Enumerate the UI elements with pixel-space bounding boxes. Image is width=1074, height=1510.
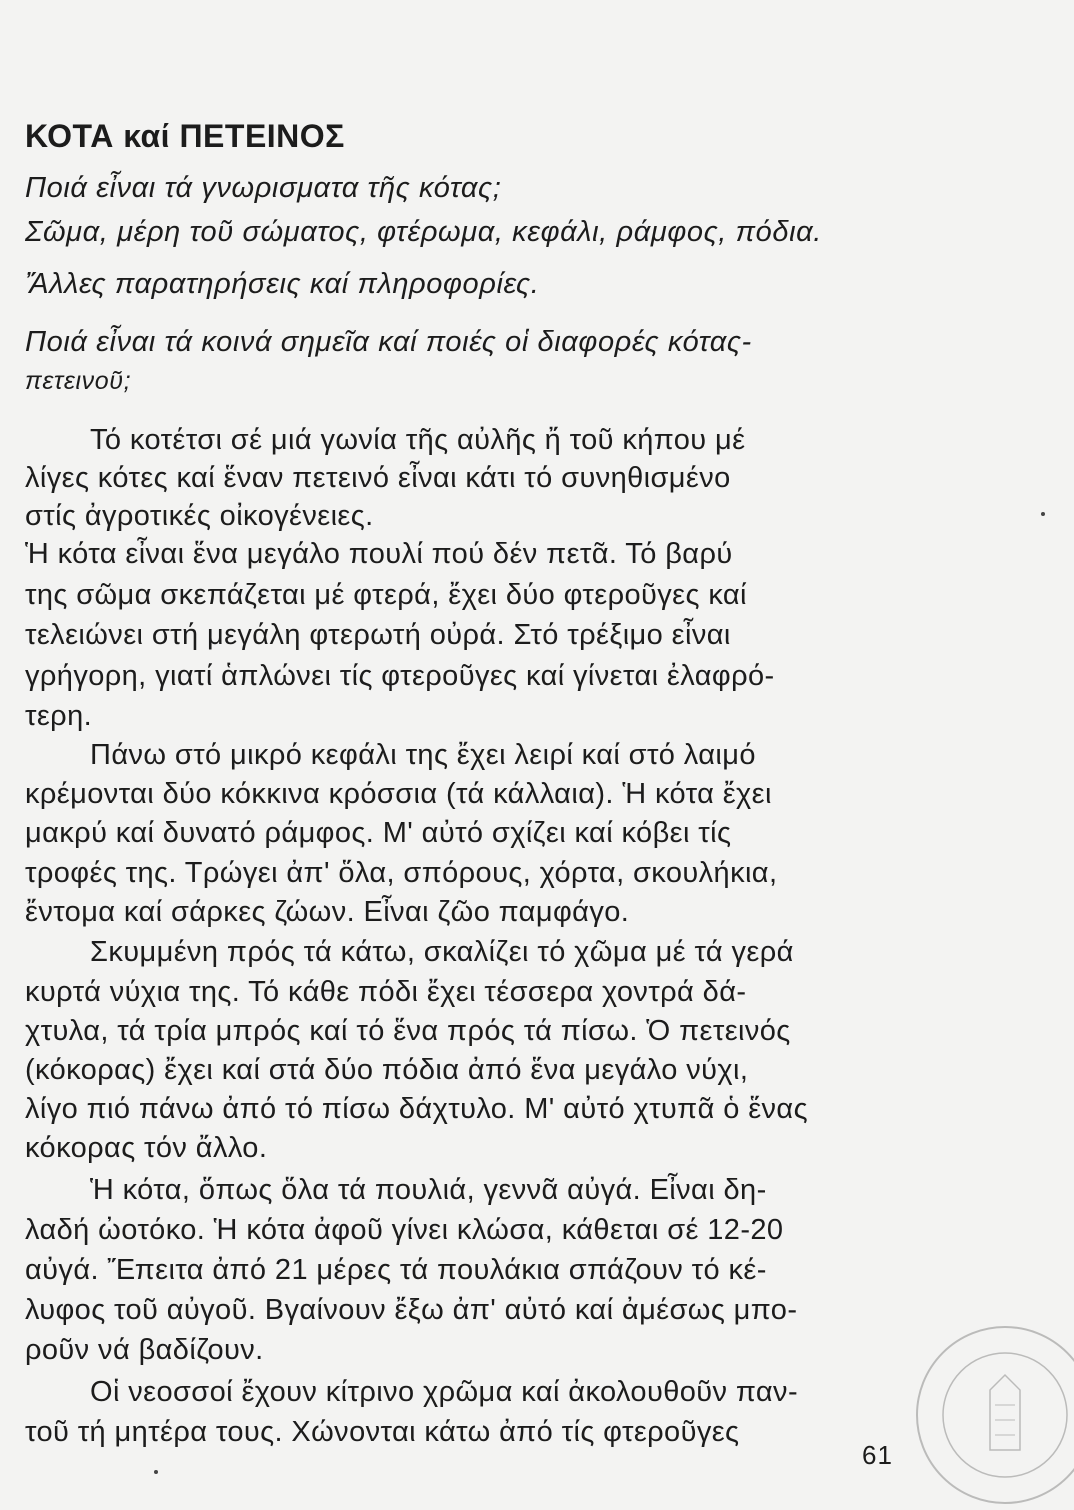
speck bbox=[154, 1470, 158, 1474]
body-line: Πάνω στό μικρό κεφάλι της ἔχει λειρί καί στό λαιμό bbox=[90, 739, 756, 771]
body-line: λίγο πιό πάνω ἀπό τό πίσω δάχτυλο. Μ' αὐτό χτυπᾶ ὁ ἕνας bbox=[25, 1093, 808, 1125]
body-line: λυφος τοῦ αὐγοῦ. Βγαίνουν ἔξω ἀπ' αὐτό καί ἀμέσως μπο- bbox=[25, 1294, 798, 1326]
body-line: Σκυμμένη πρός τά κάτω, σκαλίζει τό χῶμα μέ τά γερά bbox=[90, 936, 794, 968]
body-line: της σῶμα σκεπάζεται μέ φτερά, ἔχει δύο φτεροῦγες καί bbox=[25, 579, 747, 611]
body-line: κυρτά νύχια της. Τό κάθε πόδι ἔχει τέσσερα χοντρά δά- bbox=[25, 976, 747, 1008]
question-similarities-line-2: πετεινοῦ; bbox=[25, 367, 132, 395]
body-line: τερη. bbox=[25, 700, 93, 732]
body-line: αὐγά. Ἔπειτα ἀπό 21 μέρες τά πουλάκια σπάζουν τό κέ- bbox=[25, 1254, 767, 1286]
body-line: Ἡ κότα, ὅπως ὅλα τά πουλιά, γεννᾶ αὐγά. Εἶναι δη- bbox=[90, 1174, 767, 1206]
body-line: τροφές της. Τρώγει ἀπ' ὅλα, σπόρους, χόρτα, σκουλήκια, bbox=[25, 857, 778, 889]
body-line: κόκορας τόν ἄλλο. bbox=[25, 1132, 268, 1164]
body-line: ἔντομα καί σάρκες ζώων. Εἶναι ζῶο παμφάγο. bbox=[25, 896, 630, 928]
body-line: στίς ἀγροτικές οἰκογένειες. bbox=[25, 500, 374, 532]
body-line: Τό κοτέτσι σέ μιά γωνία τῆς αὐλῆς ἤ τοῦ κήπου μέ bbox=[90, 424, 746, 456]
body-line: τελειώνει στή μεγάλη φτερωτή οὐρά. Στό τρέξιμο εἶναι bbox=[25, 619, 731, 651]
question-other-observations: Ἄλλες παρατηρήσεις καί πληροφορίες. bbox=[25, 268, 540, 300]
body-line: ροῦν νά βαδίζουν. bbox=[25, 1334, 264, 1366]
body-line: (κόκορας) ἔχει καί στά δύο πόδια ἀπό ἕνα μεγάλο νύχι, bbox=[25, 1054, 749, 1086]
body-line: μακρύ καί δυνατό ράμφος. Μ' αὐτό σχίζει καί κόβει τίς bbox=[25, 817, 732, 849]
body-line: λίγες κότες καί ἕναν πετεινό εἶναι κάτι τό συνηθισμένο bbox=[25, 462, 731, 494]
body-line: τοῦ τή μητέρα τους. Χώνονται κάτω ἀπό τίς φτεροῦγες bbox=[25, 1416, 740, 1448]
body-line: χτυλα, τά τρία μπρός καί τό ἕνα πρός τά πίσω. Ὁ πετεινός bbox=[25, 1015, 791, 1047]
question-similarities-line-1: Ποιά εἶναι τά κοινά σημεῖα καί ποιές οἱ διαφορές κότας- bbox=[25, 326, 752, 358]
body-line: λαδή ὠοτόκο. Ἡ κότα ἀφοῦ γίνει κλώσα, κάθεται σέ 12-20 bbox=[25, 1214, 784, 1246]
library-stamp-icon bbox=[910, 1320, 1074, 1510]
body-line: Οἱ νεοσσοί ἔχουν κίτρινο χρῶμα καί ἀκολουθοῦν παν- bbox=[90, 1376, 799, 1408]
section-heading: ΚΟΤΑ καί ΠΕΤΕΙΝΟΣ bbox=[25, 118, 345, 154]
question-features: Ποιά εἶναι τά γνωρισματα τῆς κότας; bbox=[25, 172, 502, 204]
body-line: γρήγορη, γιατί ἁπλώνει τίς φτεροῦγες καί γίνεται ἐλαφρό- bbox=[25, 660, 775, 692]
body-line: κρέμονται δύο κόκκινα κρόσσια (τά κάλλαια). Ἡ κότα ἔχει bbox=[25, 778, 772, 810]
question-features-answer: Σῶμα, μέρη τοῦ σώματος, φτέρωμα, κεφάλι, ράμφος, πόδια. bbox=[25, 216, 822, 248]
page-number: 61 bbox=[862, 1440, 893, 1470]
speck bbox=[1041, 512, 1045, 516]
body-line: Ἡ κότα εἶναι ἕνα μεγάλο πουλί πού δέν πετᾶ. Τό βαρύ bbox=[25, 538, 733, 570]
